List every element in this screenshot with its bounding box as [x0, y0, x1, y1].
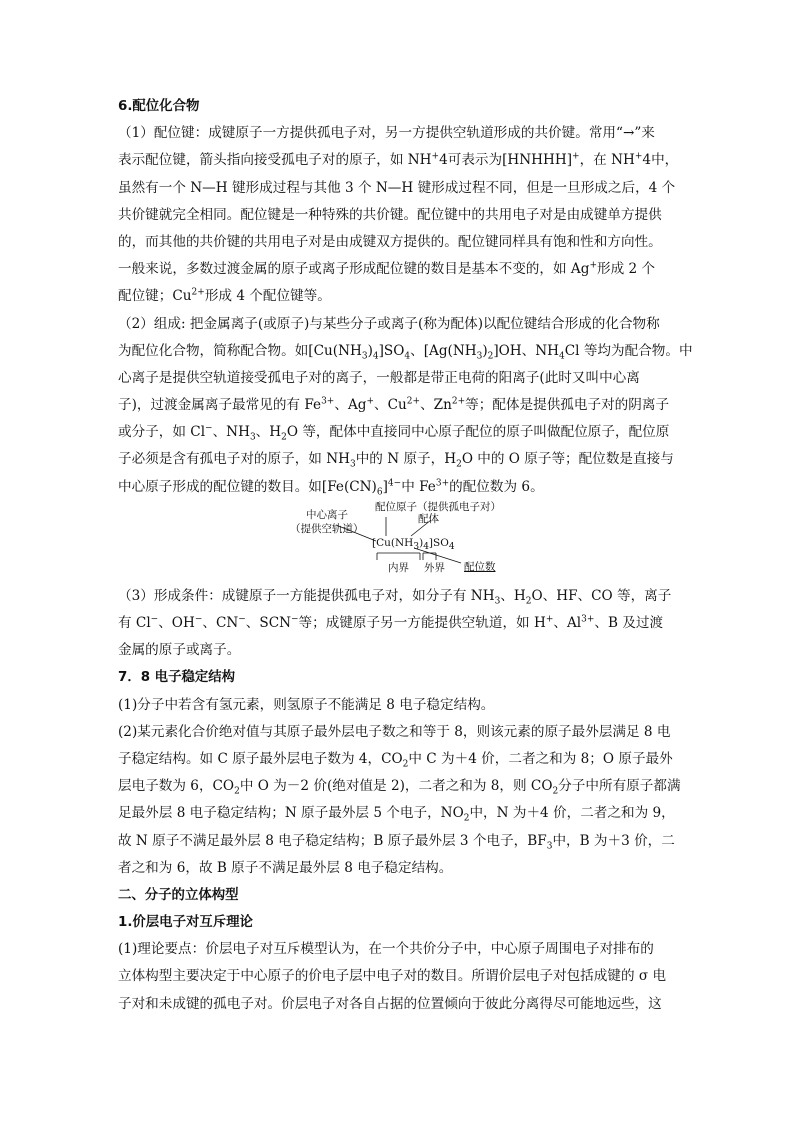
diagram-center-ion: 中心离子 [306, 508, 348, 521]
diagram-coord-atom: 配位原子（提供孤电子对） [375, 500, 501, 513]
part-2-title: 二、分子的立体构型 [118, 887, 239, 903]
diagram-ligand: 配体 [418, 512, 439, 525]
section-7-paragraph-1: (1)分子中若含有氢元素，则氢原子不能满足 8 电子稳定结构。 [118, 696, 495, 713]
section-7-paragraph-2: (2)某元素化合价绝对值与其原子最外层电子数之和等于 8，则该元素的原子最外层满足 8 电 子稳定结构。如 C 原子最外层电子数为 4，$CO_2$中 C 为＋4 价，二者之和为 8；O 原子最外 层电子数为 6，$CO_2$中 O 为－2 价(绝对值是 2)，二者之和为 8，则 $CO_2$分子中所有原子都满 足最外层 8 电子稳定结构；N 原子最外层 5 个电子，$NO_2$中，N 为＋4 价，二者之和为 9， 故 N 原子不满足最外层 8 电子稳定结构；B 原子最外层 3 个电子，$BF_3$中，B 为＋3 价，二 者之和为 6，故 B 原子不满足最外层 8 电子稳定结构。 [118, 723, 681, 876]
diagram-outer: 外界 [424, 561, 445, 574]
diagram-formula: $[Cu(NH_3)_4]SO_4$ [372, 536, 455, 552]
diagram-inner: 内界 [388, 561, 409, 574]
section-6-paragraph-1: （1）配位键：成键原子一方提供孤电子对，另一方提供空轨道形成的共价键。常用“→”来 表示配位键，箭头指向接受孤电子对的原子，如 NH+4可表示为[HNHHH]+，在 NH+4中， 虽然有一个 N—H 键形成过程与其他 3 个 N—H 键形成过程不同，但是一旦形成之后，4 个 共价键就完全相同。配位键是一种特殊的共价键。配位键中的共用电子对是由成键单方提供 的，而其他的共价键的共用电子对是由成键双方提供的。配位键同样具有饱和性和方向性。 一般来说，多数过渡金属的原子或离子形成配位键的数目是基本不变的，如 Ag+形成 2 个 配位键；$Cu^{2+}$形成 4 个配位键等。 [118, 125, 679, 305]
diagram-coord-number: 配位数 [464, 560, 496, 573]
complex-structure-diagram [118, 500, 680, 579]
document-content [118, 93, 693, 1018]
section-6-paragraph-2: （2）组成: 把金属离子(或原子)与某些分子或离子(称为配体)以配位键结合形成的化合物称 为配位化合物，简称配合物。如$[Cu(NH_3)_4]SO_4$、$[Ag(NH_3)_2]OH$、$NH_4Cl$ 等均为配合物。中 心离子是提供空轨道接受孤电子对的离子，一般都是带正电荷的阳离子(此时又叫中心离 子)，过渡金属离子最常见的有 $Fe^{3+}$、Ag+、$Cu^{2+}$、$Zn^{2+}$等；配体是提供孤电子对的阴离子 或分子，如 Cl−、$NH_3$、$H_2O$ 等，配体中直接同中心原子配位的原子叫做配位原子，配位原 子必须是含有孤电子对的原子，如 $NH_3$中的 N 原子，$H_2O$ 中的 O 原子等；配位数是直接与 中心原子形成的配位键的数目。如$[Fe(CN)_6]^{4-}$中 $Fe^{3+}$的配位数为 6。 [118, 315, 693, 498]
part-2-paragraph-1: (1)理论要点：价层电子对互斥模型认为，在一个共价分子中，中心原子周围电子对排布的 立体构型主要决定于中心原子的价电子层中电子对的数目。所谓价层电子对包括成键的 σ 电 子对和未成键的孤电子对。价层电子对各自占据的位置倾向于彼此分离得尽可能地远些，这 [118, 941, 667, 1012]
diagram-center-ion-note: （提供空轨道） [290, 522, 364, 535]
part-2-subtitle: 1.价层电子对互斥理论 [118, 915, 253, 931]
section-7-title: 7．8 电子稳定结构 [118, 670, 236, 686]
section-6-title: 6.配位化合物 [118, 99, 200, 114]
section-6-paragraph-3: （3）形成条件：成键原子一方能提供孤电子对，如分子有 $NH_3$、$H_2O$、HF、CO 等，离子 有 Cl−、OH−、CN−、SCN−等；成键原子另一方能提供空轨道，如 H+、$Al^{3+}$、B 及过渡 金属的原子或离子。 [118, 587, 672, 659]
